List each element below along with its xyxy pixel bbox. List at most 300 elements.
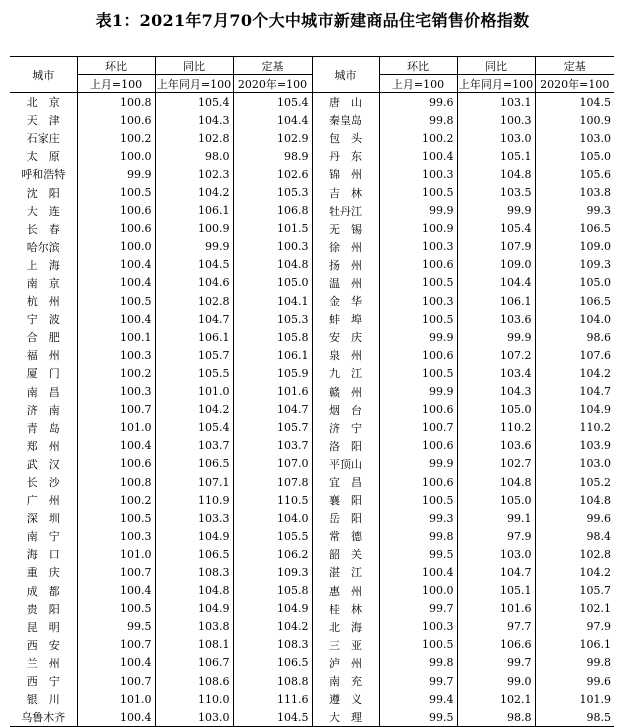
right-yoy-cell: 99.9 xyxy=(457,202,535,220)
table-row xyxy=(10,147,614,165)
right-city-cell: 宜 昌 xyxy=(312,473,379,491)
left-yoy-cell: 106.7 xyxy=(155,654,233,672)
left-fixed-cell: 108.8 xyxy=(233,672,312,690)
right-city-cell: 韶 关 xyxy=(312,545,379,563)
right-mom-cell: 100.0 xyxy=(379,582,457,600)
right-mom-cell: 100.5 xyxy=(379,310,457,328)
left-yoy-cell: 98.0 xyxy=(155,147,233,165)
left-city-cell: 海 口 xyxy=(10,545,77,563)
right-mom-cell: 100.9 xyxy=(379,220,457,238)
yoy-header-left: 同比 xyxy=(155,57,233,75)
left-yoy-cell: 101.0 xyxy=(155,383,233,401)
right-yoy-cell: 104.4 xyxy=(457,274,535,292)
right-fixed-cell: 98.6 xyxy=(586,330,611,344)
right-city-cell: 湛 江 xyxy=(312,563,379,581)
left-yoy-cell: 106.1 xyxy=(155,328,233,346)
right-mom-cell: 100.6 xyxy=(379,256,457,274)
left-city-cell: 成 都 xyxy=(10,582,77,600)
right-fixed-cell: 99.6 xyxy=(586,674,611,688)
left-fixed-cell: 109.3 xyxy=(233,563,312,581)
left-city-cell: 天 津 xyxy=(10,111,77,129)
right-mom-cell: 100.6 xyxy=(379,401,457,419)
right-city-cell: 三 亚 xyxy=(312,636,379,654)
left-fixed-cell: 107.0 xyxy=(233,455,312,473)
right-mom-cell: 100.3 xyxy=(379,165,457,183)
right-yoy-cell: 103.6 xyxy=(457,437,535,455)
left-yoy-cell: 108.3 xyxy=(155,563,233,581)
left-city-cell: 兰 州 xyxy=(10,654,77,672)
right-fixed-cell: 105.0 xyxy=(579,149,611,163)
right-fixed-cell: 103.0 xyxy=(579,457,611,471)
table-row xyxy=(10,383,614,401)
right-yoy-cell: 104.8 xyxy=(457,165,535,183)
right-city-cell: 赣 州 xyxy=(312,383,379,401)
left-mom-cell: 100.6 xyxy=(77,220,155,238)
right-city-cell: 济 宁 xyxy=(312,419,379,437)
table-row xyxy=(10,310,614,328)
left-fixed-cell: 104.7 xyxy=(233,401,312,419)
left-yoy-cell: 102.8 xyxy=(155,292,233,310)
table-row xyxy=(10,111,614,129)
right-city-cell: 唐 山 xyxy=(312,93,379,112)
left-city-cell: 沈 阳 xyxy=(10,183,77,201)
right-mom-cell: 100.4 xyxy=(379,563,457,581)
left-yoy-cell: 103.7 xyxy=(155,437,233,455)
right-city-cell: 惠 州 xyxy=(312,582,379,600)
table-row xyxy=(10,636,614,654)
left-fixed-cell: 101.6 xyxy=(233,383,312,401)
right-fixed-cell: 104.2 xyxy=(579,565,611,579)
left-yoy-cell: 105.5 xyxy=(155,364,233,382)
right-mom-cell: 99.5 xyxy=(379,708,457,727)
right-fixed-cell: 104.8 xyxy=(579,493,611,507)
right-fixed-cell: 105.7 xyxy=(579,584,611,598)
right-yoy-cell: 107.2 xyxy=(457,346,535,364)
right-yoy-cell: 103.1 xyxy=(457,93,535,112)
left-city-cell: 福 州 xyxy=(10,346,77,364)
right-fixed-cell: 109.0 xyxy=(579,240,611,254)
left-yoy-cell: 106.5 xyxy=(155,455,233,473)
table-row xyxy=(10,202,614,220)
right-city-cell: 桂 林 xyxy=(312,600,379,618)
right-fixed-cell: 103.0 xyxy=(579,131,611,145)
left-city-cell: 西 宁 xyxy=(10,672,77,690)
right-yoy-cell: 104.7 xyxy=(457,563,535,581)
table-row xyxy=(10,690,614,708)
left-city-cell: 太 原 xyxy=(10,147,77,165)
table-row xyxy=(10,292,614,310)
right-city-cell: 包 头 xyxy=(312,129,379,147)
right-mom-cell: 100.3 xyxy=(379,292,457,310)
right-fixed-cell: 110.2 xyxy=(579,421,611,435)
table-row xyxy=(10,401,614,419)
right-yoy-cell: 106.6 xyxy=(457,636,535,654)
right-yoy-cell: 104.8 xyxy=(457,473,535,491)
right-city-cell: 襄 阳 xyxy=(312,491,379,509)
right-fixed-cell: 99.6 xyxy=(586,511,611,525)
left-mom-cell: 100.4 xyxy=(77,310,155,328)
left-city-cell: 南 京 xyxy=(10,274,77,292)
left-mom-cell: 100.3 xyxy=(77,346,155,364)
left-city-cell: 石家庄 xyxy=(10,129,77,147)
right-mom-cell: 100.6 xyxy=(379,346,457,364)
left-city-cell: 厦 门 xyxy=(10,364,77,382)
left-fixed-cell: 106.5 xyxy=(233,654,312,672)
right-mom-cell: 99.9 xyxy=(379,328,457,346)
right-fixed-cell: 106.5 xyxy=(579,294,611,308)
right-city-cell: 泉 州 xyxy=(312,346,379,364)
right-mom-cell: 100.4 xyxy=(379,147,457,165)
left-fixed-cell: 104.2 xyxy=(233,618,312,636)
right-city-cell: 泸 州 xyxy=(312,654,379,672)
left-mom-cell: 100.5 xyxy=(77,600,155,618)
right-yoy-cell: 103.6 xyxy=(457,310,535,328)
mom-header-left: 环比 xyxy=(77,57,155,75)
left-city-cell: 乌鲁木齐 xyxy=(10,708,77,727)
right-city-cell: 无 锡 xyxy=(312,220,379,238)
left-fixed-cell: 105.8 xyxy=(233,582,312,600)
left-mom-cell: 100.6 xyxy=(77,202,155,220)
left-city-cell: 长 沙 xyxy=(10,473,77,491)
right-mom-cell: 100.6 xyxy=(379,473,457,491)
right-yoy-cell: 106.1 xyxy=(457,292,535,310)
table-row xyxy=(10,220,614,238)
right-city-cell: 平顶山 xyxy=(312,455,379,473)
left-fixed-cell: 111.6 xyxy=(233,690,312,708)
table-row xyxy=(10,672,614,690)
left-mom-cell: 100.4 xyxy=(77,274,155,292)
left-mom-cell: 100.4 xyxy=(77,582,155,600)
left-yoy-cell: 103.0 xyxy=(155,708,233,727)
table-row xyxy=(10,238,614,256)
left-mom-cell: 100.4 xyxy=(77,708,155,727)
left-yoy-cell: 110.9 xyxy=(155,491,233,509)
left-fixed-cell: 104.1 xyxy=(233,292,312,310)
left-yoy-cell: 110.0 xyxy=(155,690,233,708)
left-fixed-cell: 105.0 xyxy=(233,274,312,292)
table-row xyxy=(10,600,614,618)
left-mom-cell: 100.7 xyxy=(77,563,155,581)
left-yoy-cell: 105.7 xyxy=(155,346,233,364)
left-city-cell: 呼和浩特 xyxy=(10,165,77,183)
left-yoy-cell: 105.4 xyxy=(155,93,233,112)
right-fixed-cell: 99.8 xyxy=(586,656,611,670)
left-yoy-cell: 102.3 xyxy=(155,165,233,183)
right-city-cell: 牡丹江 xyxy=(312,202,379,220)
right-city-cell: 锦 州 xyxy=(312,165,379,183)
right-mom-cell: 99.3 xyxy=(379,509,457,527)
table-row xyxy=(10,437,614,455)
table-row xyxy=(10,183,614,201)
left-mom-cell: 100.2 xyxy=(77,129,155,147)
left-yoy-cell: 103.3 xyxy=(155,509,233,527)
right-yoy-cell: 98.8 xyxy=(457,708,535,727)
right-fixed-cell: 102.1 xyxy=(579,602,611,616)
right-yoy-cell: 105.0 xyxy=(457,401,535,419)
right-mom-cell: 99.8 xyxy=(379,111,457,129)
right-yoy-cell: 101.6 xyxy=(457,600,535,618)
yoy-base-right: 上年同月=100 xyxy=(457,75,535,93)
left-yoy-cell: 103.8 xyxy=(155,618,233,636)
left-yoy-cell: 106.1 xyxy=(155,202,233,220)
left-fixed-cell: 105.8 xyxy=(233,328,312,346)
left-fixed-cell: 104.8 xyxy=(233,256,312,274)
right-fixed-cell: 109.3 xyxy=(579,258,611,272)
table-row xyxy=(10,527,614,545)
right-mom-cell: 100.5 xyxy=(379,491,457,509)
table-row xyxy=(10,509,614,527)
right-yoy-cell: 105.1 xyxy=(457,582,535,600)
left-yoy-cell: 99.9 xyxy=(155,238,233,256)
right-mom-cell: 99.7 xyxy=(379,672,457,690)
left-fixed-cell: 106.2 xyxy=(233,545,312,563)
table-row xyxy=(10,93,614,112)
right-city-cell: 洛 阳 xyxy=(312,437,379,455)
yoy-base-left: 上年同月=100 xyxy=(155,75,233,93)
table-row xyxy=(10,582,614,600)
left-mom-cell: 99.5 xyxy=(77,618,155,636)
right-fixed-cell: 105.2 xyxy=(579,475,611,489)
right-city-cell: 徐 州 xyxy=(312,238,379,256)
right-yoy-cell: 99.1 xyxy=(457,509,535,527)
table-row xyxy=(10,165,614,183)
right-yoy-cell: 97.9 xyxy=(457,527,535,545)
table-row xyxy=(10,545,614,563)
left-city-cell: 合 肥 xyxy=(10,328,77,346)
right-mom-cell: 100.3 xyxy=(379,238,457,256)
left-city-cell: 银 川 xyxy=(10,690,77,708)
left-mom-cell: 100.3 xyxy=(77,527,155,545)
table-body xyxy=(10,93,614,727)
left-city-cell: 深 圳 xyxy=(10,509,77,527)
left-fixed-cell: 105.5 xyxy=(233,527,312,545)
right-yoy-cell: 103.0 xyxy=(457,545,535,563)
yoy-header-right: 同比 xyxy=(457,57,535,75)
left-yoy-cell: 108.1 xyxy=(155,636,233,654)
left-mom-cell: 101.0 xyxy=(77,545,155,563)
right-city-cell: 遵 义 xyxy=(312,690,379,708)
table-row xyxy=(10,455,614,473)
left-yoy-cell: 104.2 xyxy=(155,183,233,201)
left-mom-cell: 100.0 xyxy=(77,147,155,165)
left-mom-cell: 100.2 xyxy=(77,364,155,382)
right-yoy-cell: 99.9 xyxy=(457,328,535,346)
left-city-cell: 贵 阳 xyxy=(10,600,77,618)
right-yoy-cell: 97.7 xyxy=(457,618,535,636)
left-fixed-cell: 106.1 xyxy=(233,346,312,364)
right-yoy-cell: 102.1 xyxy=(457,690,535,708)
right-mom-cell: 100.5 xyxy=(379,183,457,201)
left-fixed-cell: 103.7 xyxy=(233,437,312,455)
right-yoy-cell: 105.4 xyxy=(457,220,535,238)
left-yoy-cell: 104.8 xyxy=(155,582,233,600)
right-mom-cell: 100.5 xyxy=(379,274,457,292)
right-yoy-cell: 109.0 xyxy=(457,256,535,274)
right-yoy-cell: 104.3 xyxy=(457,383,535,401)
left-mom-cell: 100.7 xyxy=(77,636,155,654)
left-fixed-cell: 104.0 xyxy=(233,509,312,527)
right-mom-cell: 99.6 xyxy=(379,93,457,112)
right-mom-cell: 100.5 xyxy=(379,636,457,654)
left-city-cell: 南 昌 xyxy=(10,383,77,401)
right-yoy-cell: 99.7 xyxy=(457,654,535,672)
mom-base-left: 上月=100 xyxy=(77,75,155,93)
left-mom-cell: 100.7 xyxy=(77,672,155,690)
left-fixed-cell: 107.8 xyxy=(233,473,312,491)
right-yoy-cell: 100.3 xyxy=(457,111,535,129)
left-yoy-cell: 104.9 xyxy=(155,527,233,545)
fixed-base-right: 2020年=100 xyxy=(535,75,614,93)
left-fixed-cell: 108.3 xyxy=(233,636,312,654)
right-mom-cell: 99.9 xyxy=(379,383,457,401)
left-mom-cell: 100.4 xyxy=(77,654,155,672)
table-row xyxy=(10,274,614,292)
left-city-cell: 武 汉 xyxy=(10,455,77,473)
right-mom-cell: 100.2 xyxy=(379,129,457,147)
left-city-cell: 哈尔滨 xyxy=(10,238,77,256)
right-fixed-cell: 106.1 xyxy=(579,638,611,652)
right-fixed-cell: 107.6 xyxy=(579,348,611,362)
right-mom-cell: 99.5 xyxy=(379,545,457,563)
left-city-cell: 广 州 xyxy=(10,491,77,509)
right-fixed-cell: 106.5 xyxy=(579,222,611,236)
left-fixed-cell: 106.8 xyxy=(233,202,312,220)
left-yoy-cell: 100.9 xyxy=(155,220,233,238)
price-index-table xyxy=(10,56,614,727)
right-city-cell: 北 海 xyxy=(312,618,379,636)
right-mom-cell: 100.6 xyxy=(379,437,457,455)
left-yoy-cell: 102.8 xyxy=(155,129,233,147)
left-yoy-cell: 104.6 xyxy=(155,274,233,292)
left-mom-cell: 101.0 xyxy=(77,419,155,437)
right-yoy-cell: 103.5 xyxy=(457,183,535,201)
right-fixed-cell: 103.9 xyxy=(579,439,611,453)
right-fixed-cell: 105.6 xyxy=(579,167,611,181)
table-row xyxy=(10,654,614,672)
left-fixed-cell: 100.3 xyxy=(233,238,312,256)
right-city-cell: 吉 林 xyxy=(312,183,379,201)
left-city-cell: 长 春 xyxy=(10,220,77,238)
right-fixed-cell: 104.5 xyxy=(579,95,611,109)
right-mom-cell: 100.5 xyxy=(379,364,457,382)
right-mom-cell: 99.4 xyxy=(379,690,457,708)
left-mom-cell: 101.0 xyxy=(77,690,155,708)
left-fixed-cell: 105.9 xyxy=(233,364,312,382)
left-fixed-cell: 101.5 xyxy=(233,220,312,238)
left-mom-cell: 100.7 xyxy=(77,401,155,419)
left-city-cell: 济 南 xyxy=(10,401,77,419)
left-city-cell: 杭 州 xyxy=(10,292,77,310)
left-mom-cell: 100.8 xyxy=(77,473,155,491)
right-yoy-cell: 105.1 xyxy=(457,147,535,165)
left-mom-cell: 99.9 xyxy=(77,165,155,183)
right-city-cell: 南 充 xyxy=(312,672,379,690)
right-fixed-cell: 100.9 xyxy=(579,113,611,127)
right-mom-cell: 99.9 xyxy=(379,202,457,220)
right-fixed-cell: 103.8 xyxy=(579,186,611,200)
right-city-cell: 常 德 xyxy=(312,527,379,545)
left-yoy-cell: 105.4 xyxy=(155,419,233,437)
city-header-right: 城市 xyxy=(312,57,379,93)
left-mom-cell: 100.4 xyxy=(77,437,155,455)
right-city-cell: 大 理 xyxy=(312,708,379,727)
left-fixed-cell: 102.9 xyxy=(233,129,312,147)
left-yoy-cell: 108.6 xyxy=(155,672,233,690)
fixed-header-right: 定基 xyxy=(535,57,614,75)
mom-header-right: 环比 xyxy=(379,57,457,75)
right-yoy-cell: 105.0 xyxy=(457,491,535,509)
left-city-cell: 上 海 xyxy=(10,256,77,274)
left-mom-cell: 100.3 xyxy=(77,383,155,401)
right-city-cell: 岳 阳 xyxy=(312,509,379,527)
right-mom-cell: 100.3 xyxy=(379,618,457,636)
fixed-base-left: 2020年=100 xyxy=(233,75,312,93)
right-mom-cell: 99.9 xyxy=(379,455,457,473)
left-mom-cell: 100.2 xyxy=(77,491,155,509)
table-row xyxy=(10,328,614,346)
left-city-cell: 北 京 xyxy=(10,93,77,112)
table-row xyxy=(10,129,614,147)
left-city-cell: 南 宁 xyxy=(10,527,77,545)
right-mom-cell: 99.7 xyxy=(379,600,457,618)
left-yoy-cell: 106.5 xyxy=(155,545,233,563)
left-yoy-cell: 104.5 xyxy=(155,256,233,274)
table-row xyxy=(10,708,614,727)
right-fixed-cell: 104.7 xyxy=(579,385,611,399)
left-fixed-cell: 105.3 xyxy=(233,310,312,328)
right-city-cell: 秦皇岛 xyxy=(312,111,379,129)
left-mom-cell: 100.5 xyxy=(77,183,155,201)
left-city-cell: 大 连 xyxy=(10,202,77,220)
left-mom-cell: 100.6 xyxy=(77,455,155,473)
left-city-cell: 宁 波 xyxy=(10,310,77,328)
right-fixed-cell: 101.9 xyxy=(579,692,611,706)
left-fixed-cell: 104.5 xyxy=(233,708,312,727)
left-mom-cell: 100.8 xyxy=(77,93,155,112)
right-fixed-cell: 104.0 xyxy=(579,312,611,326)
table-row xyxy=(10,419,614,437)
right-fixed-cell: 102.8 xyxy=(579,547,611,561)
right-mom-cell: 100.7 xyxy=(379,419,457,437)
right-fixed-cell: 99.3 xyxy=(586,204,611,218)
right-fixed-cell: 105.0 xyxy=(579,276,611,290)
right-yoy-cell: 107.9 xyxy=(457,238,535,256)
left-fixed-cell: 105.7 xyxy=(233,419,312,437)
left-city-cell: 重 庆 xyxy=(10,563,77,581)
left-yoy-cell: 104.7 xyxy=(155,310,233,328)
table-row xyxy=(10,473,614,491)
right-city-cell: 温 州 xyxy=(312,274,379,292)
left-mom-cell: 100.5 xyxy=(77,509,155,527)
left-yoy-cell: 104.9 xyxy=(155,600,233,618)
table-row xyxy=(10,256,614,274)
left-mom-cell: 100.4 xyxy=(77,256,155,274)
right-yoy-cell: 102.7 xyxy=(457,455,535,473)
left-fixed-cell: 104.4 xyxy=(233,111,312,129)
left-city-cell: 郑 州 xyxy=(10,437,77,455)
left-mom-cell: 100.0 xyxy=(77,238,155,256)
right-city-cell: 丹 东 xyxy=(312,147,379,165)
right-fixed-cell: 98.4 xyxy=(586,529,611,543)
right-fixed-cell: 104.9 xyxy=(579,403,611,417)
right-yoy-cell: 103.4 xyxy=(457,364,535,382)
left-fixed-cell: 105.4 xyxy=(233,93,312,112)
left-mom-cell: 100.1 xyxy=(77,328,155,346)
left-yoy-cell: 107.1 xyxy=(155,473,233,491)
table-row xyxy=(10,618,614,636)
right-city-cell: 蚌 埠 xyxy=(312,310,379,328)
right-fixed-cell: 104.2 xyxy=(579,366,611,380)
